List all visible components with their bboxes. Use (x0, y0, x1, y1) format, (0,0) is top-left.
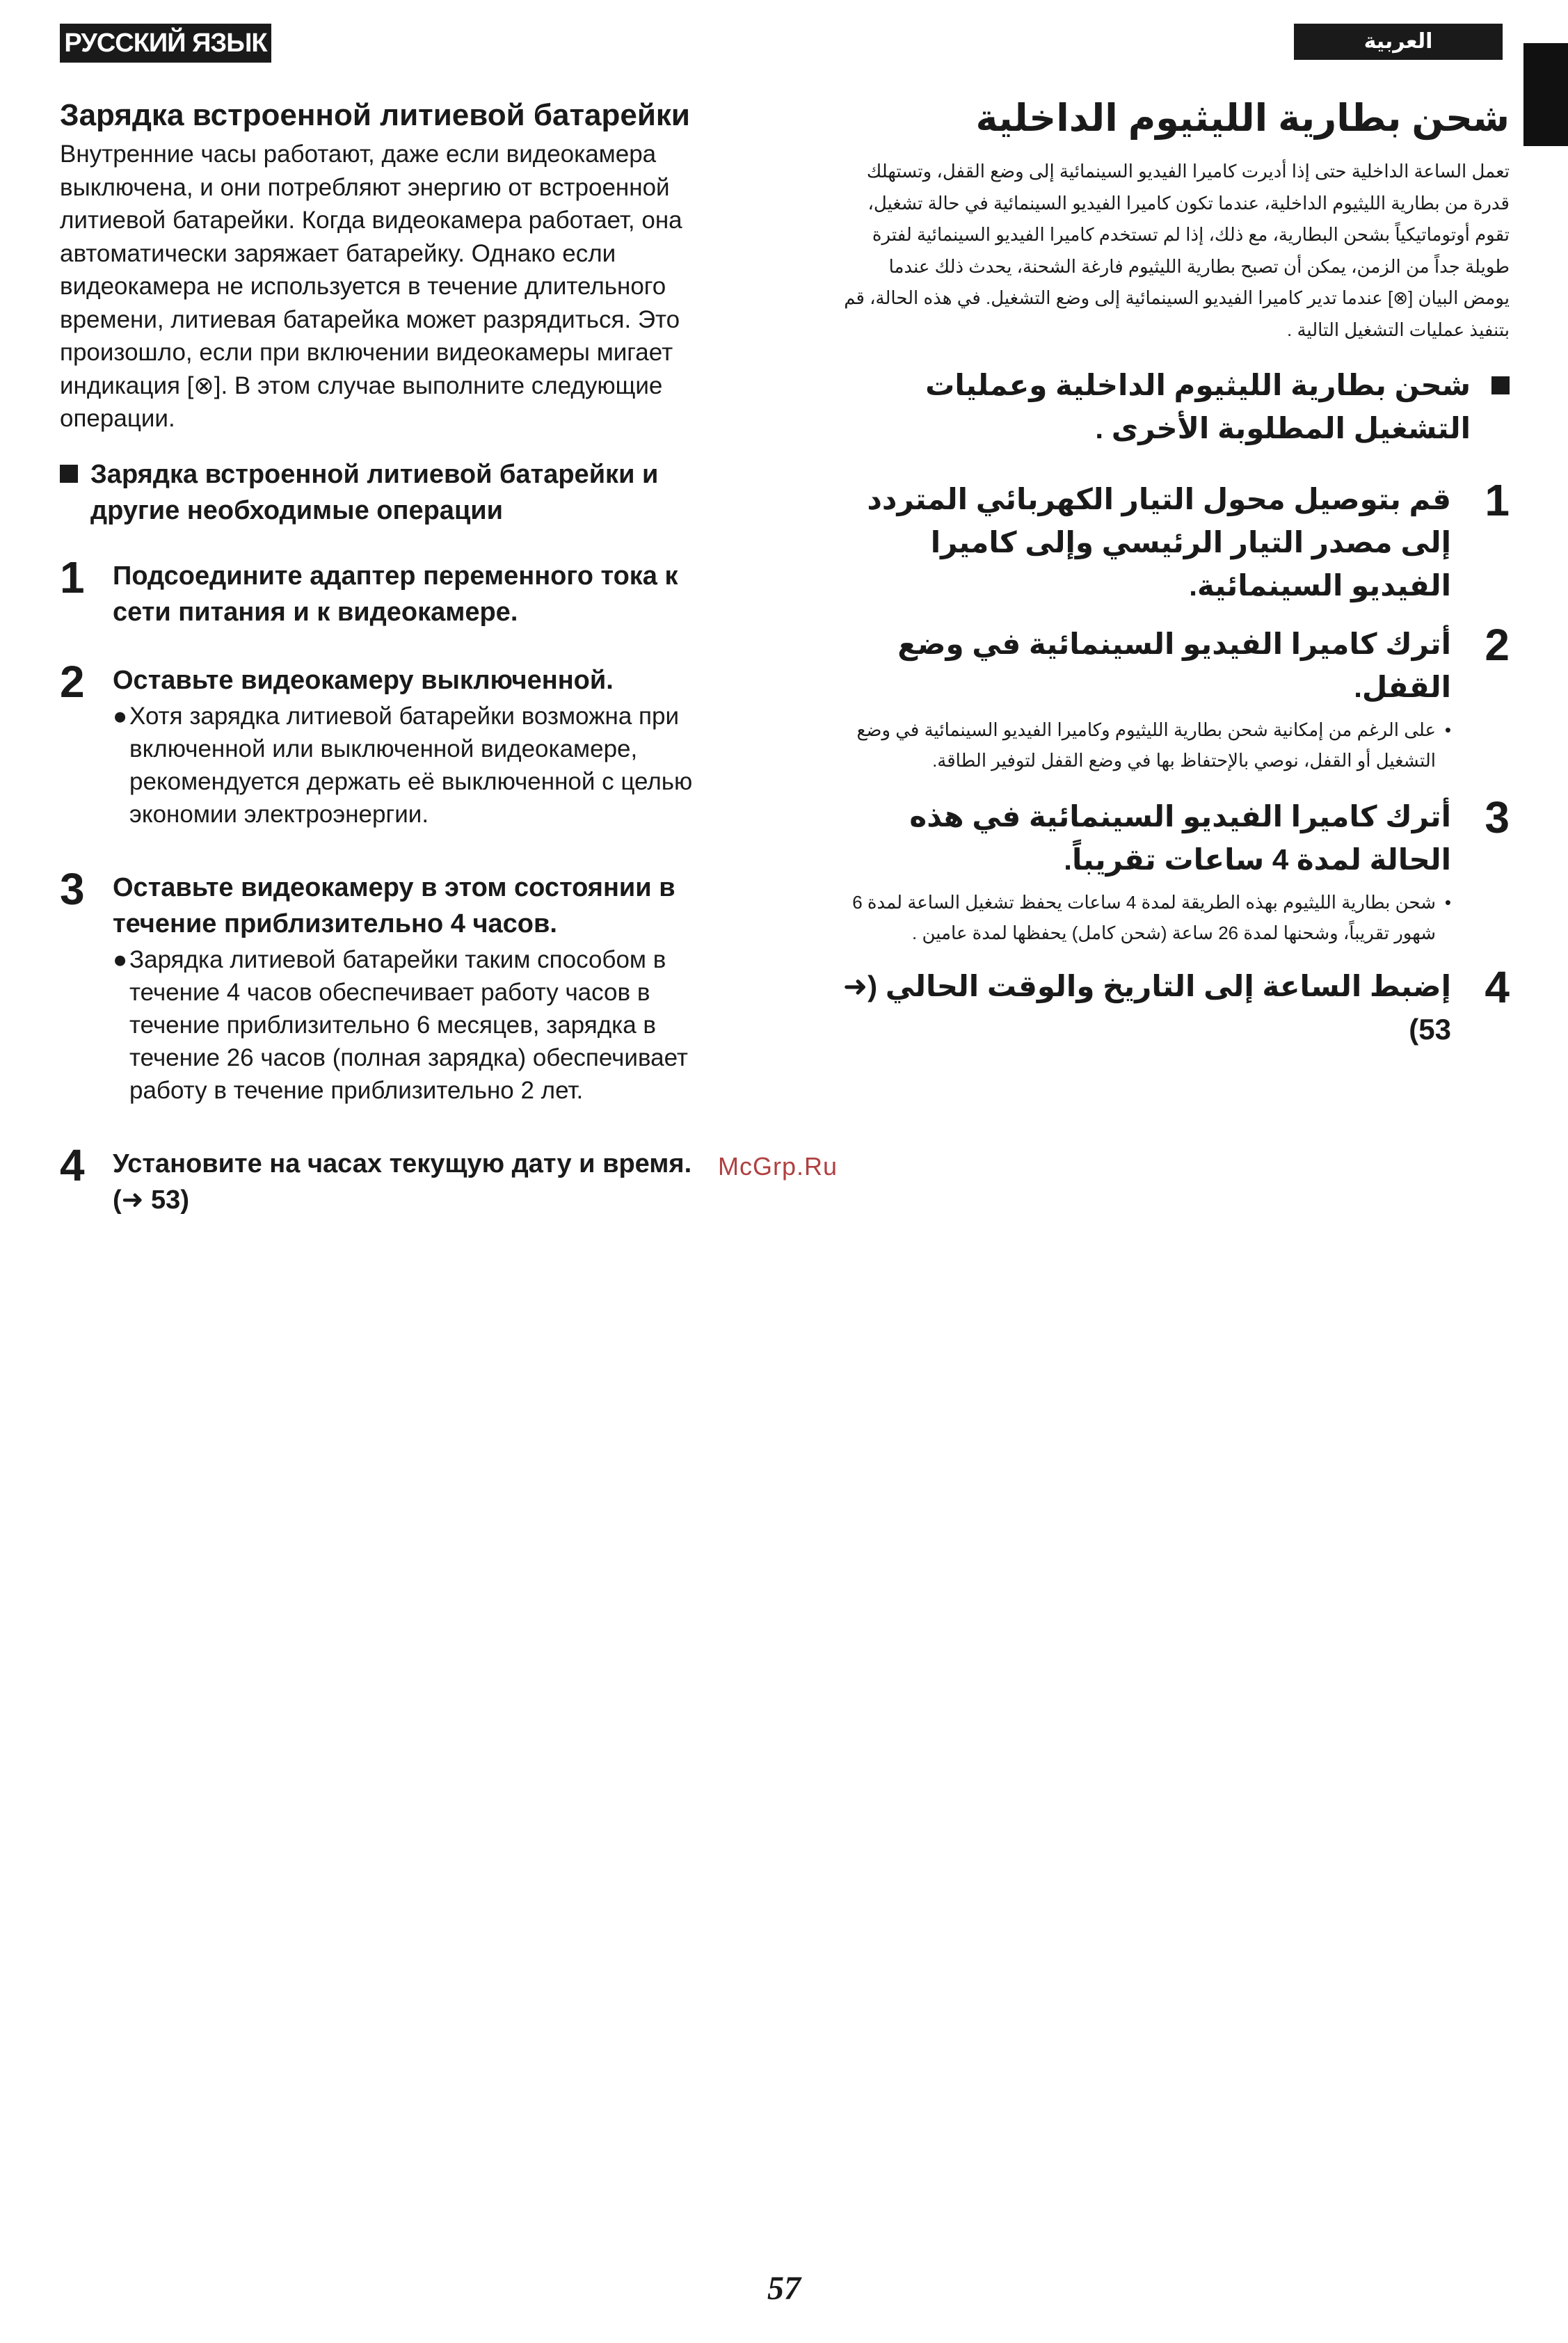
bullet-dot-icon: ● (113, 702, 128, 730)
square-bullet-icon (60, 465, 78, 483)
page-edge-marker (1523, 43, 1568, 146)
step-note: • شحن بطارية الليثيوم بهذه الطريقة لمدة 4 ساعات يحفظ تشغيل الساعة لمدة 6 شهور تقريباً، وشحنها لمدة 26 ساعة (شحن كامل) يحفظها لمدة عامين . (842, 887, 1451, 948)
step-heading: Установите на часах текущую дату и время. (➜ 53) (113, 1149, 692, 1215)
ru-section-title: Зарядка встроенной литиевой батарейки (60, 98, 690, 132)
ar-step-3 (842, 792, 1510, 948)
step-heading: Оставьте видеокамеру выключенной. (113, 665, 614, 695)
step-number: 3 (1485, 792, 1510, 842)
ru-subheading-text: Зарядка встроенной литиевой батарейки и другие необходимые операции (90, 459, 659, 525)
step-number: 4 (1485, 962, 1510, 1012)
step-heading: إضبط الساعة إلى التاريخ والوقت الحالي (➜ 53) (842, 970, 1451, 1046)
step-heading: Подсоедините адаптер переменного тока к сети питания и к видеокамере. (113, 561, 678, 627)
ar-step-4 (842, 962, 1510, 1051)
ar-subheading (842, 364, 1510, 450)
ru-step-1 (60, 552, 728, 630)
language-tab-arabic: العربية (1294, 24, 1503, 60)
ru-intro-paragraph: Внутренние часы работают, даже если видеокамера выключена, и они потребляют энергию от встроенной литиевой батарейки. Когда видеокамера работает, она автоматически заряжает батарейку. Однако если видеокамера не используется в течение длительного времени, литиевая батарейка может разрядиться. Это произошло, если при включении видеокамеры мигает индикация [⊗]. В этом случае выполните следующие операции. (60, 141, 682, 432)
watermark: McGrp.Ru (718, 1152, 838, 1181)
bullet-dot-icon: ● (113, 945, 128, 973)
step-number: 3 (60, 863, 85, 914)
language-tab-russian: РУССКИЙ ЯЗЫК (60, 24, 271, 63)
step-heading: أترك كاميرا الفيديو السينمائية في هذه الحالة لمدة 4 ساعات تقريباً. (909, 800, 1451, 876)
bullet-dot-icon: • (1444, 892, 1451, 913)
step-number: 1 (60, 552, 85, 602)
ar-intro-paragraph: تعمل الساعة الداخلية حتى إذا أديرت كاميرا الفيديو السينمائية إلى وضع القفل، وتستهلك قدرة من بطارية الليثيوم الداخلية، عندما تكون كاميرا الفيديو السينمائية في حالة تشغيل، تقوم أوتوماتيكياً بشحن البطارية، مع ذلك، إذا لم تستخدم كاميرا الفيديو السينمائية لفترة طويلة جداً من الزمن، يمكن أن تصبح بطارية الليثيوم فارغة الشحنة، يحدث ذلك عندما يومض البيان [⊗] عندما تدير كاميرا الفيديو السينمائية إلى وضع التشغيل. في هذه الحالة، قم بتنفيذ عمليات التشغيل التالية . (844, 161, 1510, 340)
step-heading: قم بتوصيل محول التيار الكهربائي المتردد إلى مصدر التيار الرئيسي وإلى كاميرا الفيديو السينمائية. (867, 483, 1451, 602)
square-bullet-icon (1491, 376, 1510, 394)
page-number: 57 (767, 2270, 801, 2307)
step-number: 2 (60, 656, 85, 707)
ar-section-title: شحن بطارية الليثيوم الداخلية (975, 97, 1510, 139)
step-note: • على الرغم من إمكانية شحن بطارية الليثيوم وكاميرا الفيديو السينمائية في وضع التشغيل أو القفل، نوصي بالإحتفاظ بها في وضع القفل لتوفير الطاقة. (842, 714, 1451, 776)
ru-step-2 (60, 656, 728, 831)
step-note: ● Зарядка литиевой батарейки таким способом в течение 4 часов обеспечивает работу часов в течение приблизительно 6 месяцев, зарядка в течение 26 часов (полная зарядка) обеспечивает работу в течение приблизительно 2 лет. (113, 943, 728, 1107)
step-heading: أترك كاميرا الفيديو السينمائية في وضع القفل. (897, 627, 1451, 703)
ru-step-4 (60, 1139, 728, 1218)
russian-column (60, 97, 728, 1218)
ru-step-3 (60, 863, 728, 1107)
step-number: 4 (60, 1139, 85, 1190)
step-number: 2 (1485, 620, 1510, 670)
ar-subheading-text: شحن بطارية الليثيوم الداخلية وعمليات التشغيل المطلوبة الأخرى . (925, 369, 1471, 445)
bullet-dot-icon: • (1444, 719, 1451, 740)
step-heading: Оставьте видеокамеру в этом состоянии в течение приблизительно 4 часов. (113, 872, 675, 938)
step-note: ● Хотя зарядка литиевой батарейки возможна при включенной или выключенной видеокамере, рекомендуется держать её выключенной с целью экономии электроэнергии. (113, 700, 728, 831)
ar-step-2 (842, 620, 1510, 776)
ru-subheading (60, 456, 728, 529)
arabic-column (842, 90, 1510, 1051)
step-number: 1 (1485, 475, 1510, 525)
ar-step-1 (842, 475, 1510, 607)
